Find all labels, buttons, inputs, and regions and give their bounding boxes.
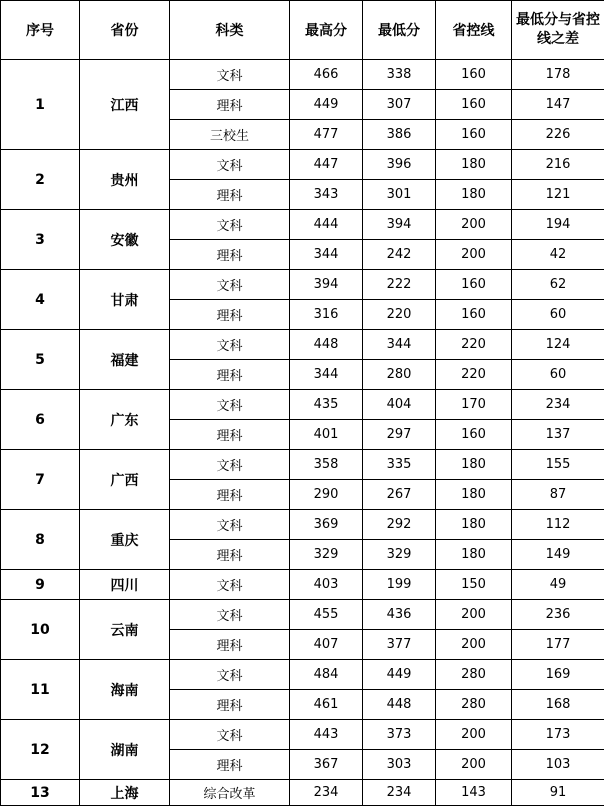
control-line-cell: 180 xyxy=(436,510,512,540)
control-line-cell: 170 xyxy=(436,390,512,420)
max-score-cell: 443 xyxy=(290,720,363,750)
control-line-cell: 150 xyxy=(436,570,512,600)
diff-cell: 178 xyxy=(512,60,604,90)
control-line-cell: 200 xyxy=(436,240,512,270)
seq-cell: 7 xyxy=(1,450,80,510)
table-row xyxy=(1,270,604,300)
control-line-cell: 160 xyxy=(436,120,512,150)
table-row xyxy=(1,600,604,630)
province-cell: 江西 xyxy=(80,60,170,150)
min-score-cell: 373 xyxy=(363,720,436,750)
diff-cell: 137 xyxy=(512,420,604,450)
subject-cell: 三校生 xyxy=(170,120,290,150)
subject-cell: 文科 xyxy=(170,570,290,600)
seq-cell: 4 xyxy=(1,270,80,330)
diff-cell: 168 xyxy=(512,690,604,720)
min-score-cell: 377 xyxy=(363,630,436,660)
diff-cell: 42 xyxy=(512,240,604,270)
header-control: 省控线 xyxy=(436,1,512,60)
min-score-cell: 280 xyxy=(363,360,436,390)
max-score-cell: 344 xyxy=(290,360,363,390)
province-cell: 广东 xyxy=(80,390,170,450)
header-min: 最低分 xyxy=(363,1,436,60)
control-line-cell: 200 xyxy=(436,210,512,240)
seq-cell: 3 xyxy=(1,210,80,270)
min-score-cell: 242 xyxy=(363,240,436,270)
seq-cell: 9 xyxy=(1,570,80,600)
seq-cell: 13 xyxy=(1,780,80,806)
min-score-cell: 386 xyxy=(363,120,436,150)
max-score-cell: 358 xyxy=(290,450,363,480)
min-score-cell: 329 xyxy=(363,540,436,570)
max-score-cell: 461 xyxy=(290,690,363,720)
max-score-cell: 447 xyxy=(290,150,363,180)
min-score-cell: 449 xyxy=(363,660,436,690)
control-line-cell: 200 xyxy=(436,630,512,660)
seq-cell: 1 xyxy=(1,60,80,150)
min-score-cell: 436 xyxy=(363,600,436,630)
diff-cell: 147 xyxy=(512,90,604,120)
max-score-cell: 407 xyxy=(290,630,363,660)
subject-cell: 理科 xyxy=(170,540,290,570)
min-score-cell: 307 xyxy=(363,90,436,120)
control-line-cell: 160 xyxy=(436,420,512,450)
max-score-cell: 435 xyxy=(290,390,363,420)
control-line-cell: 200 xyxy=(436,600,512,630)
header-max: 最高分 xyxy=(290,1,363,60)
province-cell: 云南 xyxy=(80,600,170,660)
province-cell: 甘肃 xyxy=(80,270,170,330)
subject-cell: 文科 xyxy=(170,390,290,420)
diff-cell: 216 xyxy=(512,150,604,180)
min-score-cell: 335 xyxy=(363,450,436,480)
table-row xyxy=(1,330,604,360)
subject-cell: 理科 xyxy=(170,420,290,450)
max-score-cell: 477 xyxy=(290,120,363,150)
diff-cell: 103 xyxy=(512,750,604,780)
max-score-cell: 290 xyxy=(290,480,363,510)
min-score-cell: 222 xyxy=(363,270,436,300)
subject-cell: 理科 xyxy=(170,480,290,510)
max-score-cell: 484 xyxy=(290,660,363,690)
control-line-cell: 160 xyxy=(436,60,512,90)
max-score-cell: 343 xyxy=(290,180,363,210)
control-line-cell: 180 xyxy=(436,480,512,510)
subject-cell: 理科 xyxy=(170,750,290,780)
subject-cell: 文科 xyxy=(170,450,290,480)
diff-cell: 49 xyxy=(512,570,604,600)
diff-cell: 60 xyxy=(512,300,604,330)
control-line-cell: 180 xyxy=(436,540,512,570)
min-score-cell: 297 xyxy=(363,420,436,450)
min-score-cell: 234 xyxy=(363,780,436,806)
seq-cell: 5 xyxy=(1,330,80,390)
max-score-cell: 344 xyxy=(290,240,363,270)
subject-cell: 文科 xyxy=(170,660,290,690)
diff-cell: 62 xyxy=(512,270,604,300)
control-line-cell: 160 xyxy=(436,300,512,330)
control-line-cell: 200 xyxy=(436,750,512,780)
header-subject: 科类 xyxy=(170,1,290,60)
table-row xyxy=(1,780,604,806)
subject-cell: 综合改革 xyxy=(170,780,290,806)
header-seq: 序号 xyxy=(1,1,80,60)
max-score-cell: 449 xyxy=(290,90,363,120)
subject-cell: 理科 xyxy=(170,240,290,270)
max-score-cell: 448 xyxy=(290,330,363,360)
province-cell: 安徽 xyxy=(80,210,170,270)
header-province: 省份 xyxy=(80,1,170,60)
min-score-cell: 303 xyxy=(363,750,436,780)
max-score-cell: 367 xyxy=(290,750,363,780)
min-score-cell: 199 xyxy=(363,570,436,600)
subject-cell: 理科 xyxy=(170,690,290,720)
seq-cell: 11 xyxy=(1,660,80,720)
table-row xyxy=(1,150,604,180)
diff-cell: 169 xyxy=(512,660,604,690)
table-row xyxy=(1,510,604,540)
subject-cell: 文科 xyxy=(170,330,290,360)
subject-cell: 文科 xyxy=(170,720,290,750)
subject-cell: 文科 xyxy=(170,510,290,540)
province-cell: 湖南 xyxy=(80,720,170,780)
min-score-cell: 344 xyxy=(363,330,436,360)
header-row xyxy=(1,1,604,60)
min-score-cell: 448 xyxy=(363,690,436,720)
subject-cell: 文科 xyxy=(170,600,290,630)
subject-cell: 理科 xyxy=(170,180,290,210)
min-score-cell: 404 xyxy=(363,390,436,420)
control-line-cell: 143 xyxy=(436,780,512,806)
table-row xyxy=(1,210,604,240)
diff-cell: 124 xyxy=(512,330,604,360)
max-score-cell: 316 xyxy=(290,300,363,330)
diff-cell: 226 xyxy=(512,120,604,150)
max-score-cell: 455 xyxy=(290,600,363,630)
control-line-cell: 220 xyxy=(436,330,512,360)
table-row xyxy=(1,660,604,690)
max-score-cell: 401 xyxy=(290,420,363,450)
subject-cell: 理科 xyxy=(170,630,290,660)
control-line-cell: 200 xyxy=(436,720,512,750)
max-score-cell: 369 xyxy=(290,510,363,540)
diff-cell: 194 xyxy=(512,210,604,240)
min-score-cell: 292 xyxy=(363,510,436,540)
diff-cell: 173 xyxy=(512,720,604,750)
table-body xyxy=(1,60,604,806)
header-diff: 最低分与省控线之差 xyxy=(512,1,604,60)
diff-cell: 60 xyxy=(512,360,604,390)
diff-cell: 112 xyxy=(512,510,604,540)
diff-cell: 149 xyxy=(512,540,604,570)
max-score-cell: 444 xyxy=(290,210,363,240)
min-score-cell: 396 xyxy=(363,150,436,180)
diff-cell: 234 xyxy=(512,390,604,420)
min-score-cell: 220 xyxy=(363,300,436,330)
diff-cell: 91 xyxy=(512,780,604,806)
max-score-cell: 403 xyxy=(290,570,363,600)
control-line-cell: 280 xyxy=(436,660,512,690)
province-cell: 贵州 xyxy=(80,150,170,210)
seq-cell: 2 xyxy=(1,150,80,210)
min-score-cell: 394 xyxy=(363,210,436,240)
control-line-cell: 220 xyxy=(436,360,512,390)
max-score-cell: 329 xyxy=(290,540,363,570)
table-row xyxy=(1,570,604,600)
diff-cell: 121 xyxy=(512,180,604,210)
province-cell: 海南 xyxy=(80,660,170,720)
subject-cell: 文科 xyxy=(170,270,290,300)
province-cell: 福建 xyxy=(80,330,170,390)
diff-cell: 177 xyxy=(512,630,604,660)
table-row xyxy=(1,720,604,750)
subject-cell: 理科 xyxy=(170,300,290,330)
table-row xyxy=(1,60,604,90)
min-score-cell: 301 xyxy=(363,180,436,210)
subject-cell: 文科 xyxy=(170,60,290,90)
province-cell: 上海 xyxy=(80,780,170,806)
seq-cell: 6 xyxy=(1,390,80,450)
diff-cell: 87 xyxy=(512,480,604,510)
diff-cell: 155 xyxy=(512,450,604,480)
max-score-cell: 234 xyxy=(290,780,363,806)
diff-cell: 236 xyxy=(512,600,604,630)
province-cell: 重庆 xyxy=(80,510,170,570)
control-line-cell: 160 xyxy=(436,90,512,120)
table-row xyxy=(1,390,604,420)
control-line-cell: 280 xyxy=(436,690,512,720)
subject-cell: 理科 xyxy=(170,90,290,120)
seq-cell: 8 xyxy=(1,510,80,570)
min-score-cell: 267 xyxy=(363,480,436,510)
province-cell: 广西 xyxy=(80,450,170,510)
max-score-cell: 394 xyxy=(290,270,363,300)
control-line-cell: 180 xyxy=(436,180,512,210)
seq-cell: 10 xyxy=(1,600,80,660)
seq-cell: 12 xyxy=(1,720,80,780)
province-cell: 四川 xyxy=(80,570,170,600)
subject-cell: 文科 xyxy=(170,150,290,180)
control-line-cell: 180 xyxy=(436,150,512,180)
subject-cell: 文科 xyxy=(170,210,290,240)
subject-cell: 理科 xyxy=(170,360,290,390)
min-score-cell: 338 xyxy=(363,60,436,90)
max-score-cell: 466 xyxy=(290,60,363,90)
control-line-cell: 180 xyxy=(436,450,512,480)
table-row xyxy=(1,450,604,480)
control-line-cell: 160 xyxy=(436,270,512,300)
